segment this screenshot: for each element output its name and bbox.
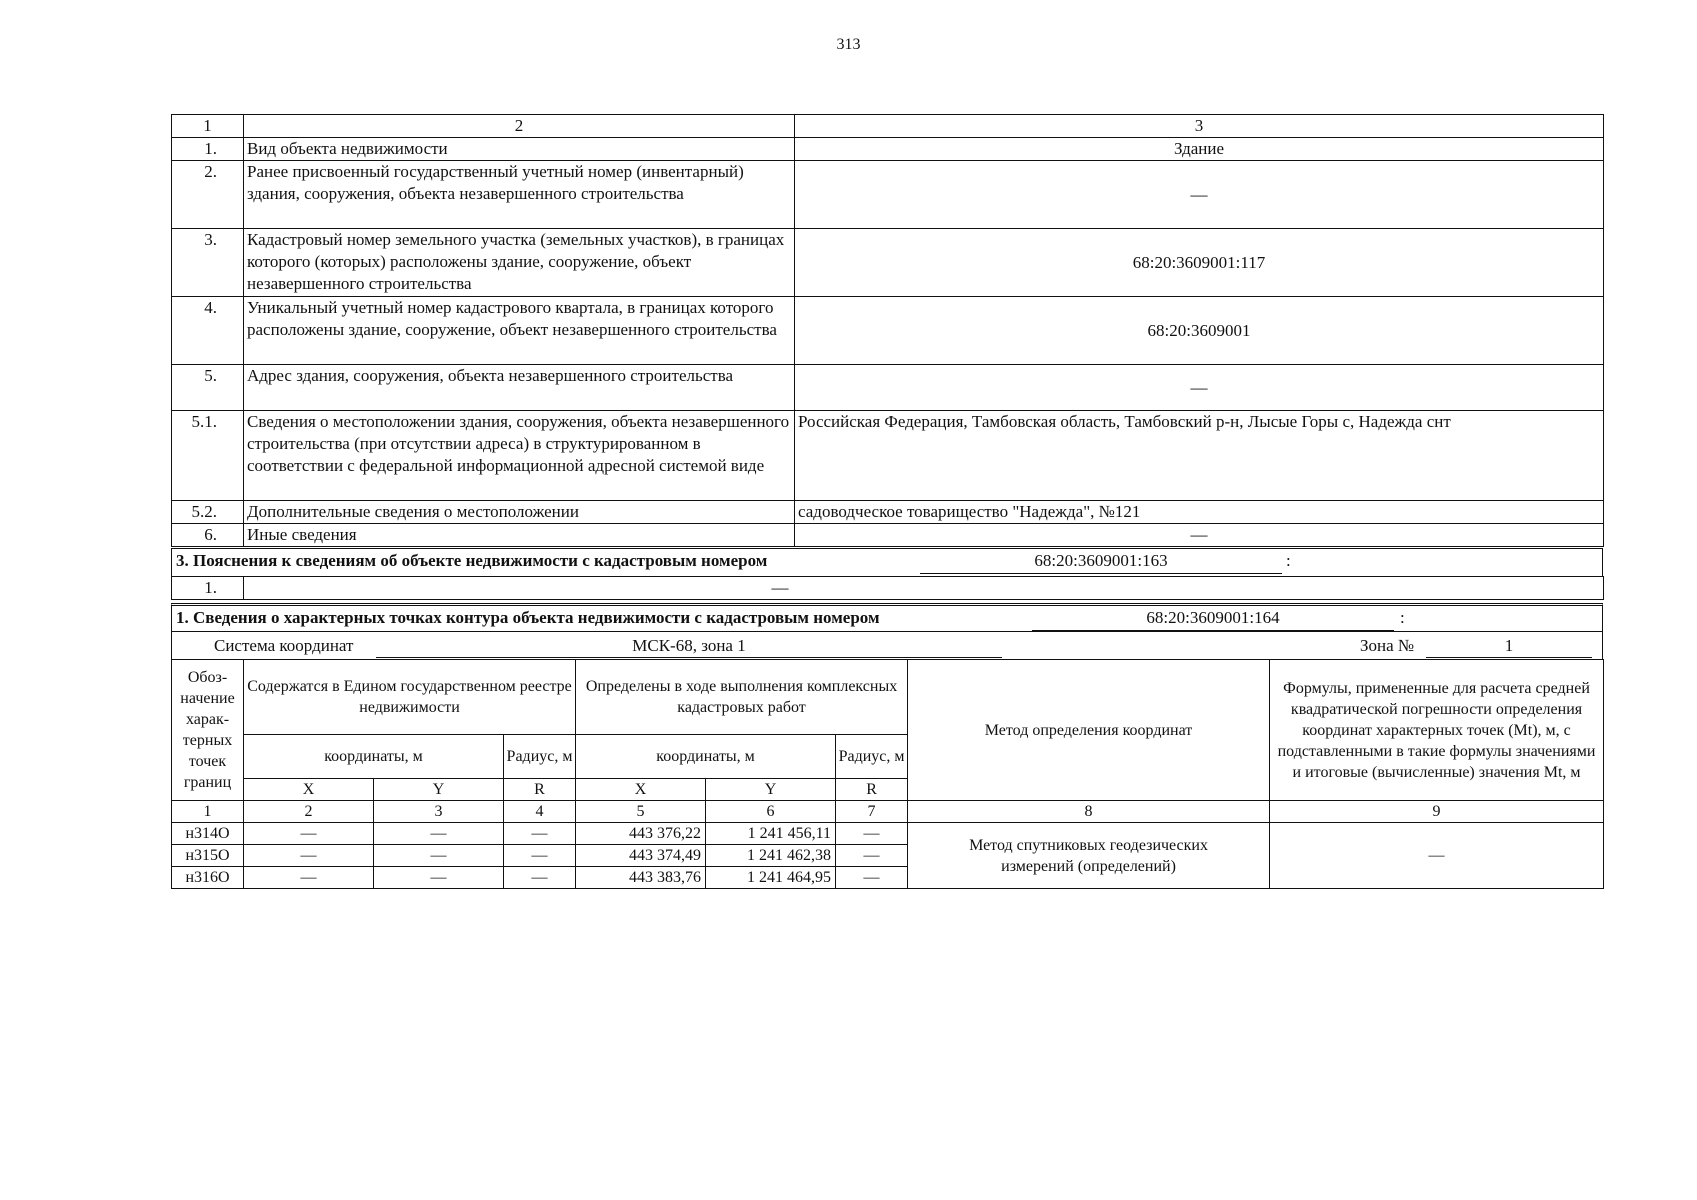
column-number: 6 (706, 801, 836, 823)
table-row (172, 161, 1604, 229)
section-3-colon: : (1286, 551, 1291, 570)
section-1-label: 1. Сведения о характерных точках контура объекта недвижимости с кадастровым номером (176, 608, 880, 627)
formula-value: — (1270, 823, 1604, 889)
method-value: Метод спутниковых геодезических измерений (определений) (908, 823, 1270, 889)
egrn-x: — (244, 867, 374, 889)
complex-x: 443 383,76 (576, 867, 706, 889)
table-row (172, 501, 1604, 524)
row-value: — (795, 161, 1604, 229)
point-designation: н315О (172, 845, 244, 867)
section-3-cadastral-number: 68:20:3609001:163 (920, 549, 1282, 574)
section-1-cadastral-number: 68:20:3609001:164 (1032, 606, 1394, 631)
header-x-egrn: X (244, 779, 374, 801)
row-number: 3. (172, 229, 244, 297)
header-col-2: 2 (244, 115, 795, 138)
object-info-table (171, 114, 1604, 547)
column-numbers-row (172, 801, 1604, 823)
column-number: 1 (172, 801, 244, 823)
table-row (172, 138, 1604, 161)
egrn-y: — (374, 867, 504, 889)
coordinate-system-label: Система координат (214, 636, 354, 655)
complex-x: 443 376,22 (576, 823, 706, 845)
header-formulas: Формулы, примененные для расчета средней квадратической погрешности определения координат характерных точек (Mt), м, с подставленными в такие формулы значениями и итоговые (вычисленные) значения Mt, м (1270, 660, 1604, 801)
row-label: Сведения о местоположении здания, сооружения, объекта незавершенного строительства (при отсутствии адреса) в структурированном в соответствии с федеральной информационной адресной системой виде (244, 411, 795, 501)
header-col-3: 3 (795, 115, 1604, 138)
row-number: 5.1. (172, 411, 244, 501)
table-row (172, 577, 1604, 600)
header-coords-complex: координаты, м (576, 735, 836, 779)
section-3-heading (171, 548, 1603, 576)
egrn-y: — (374, 823, 504, 845)
row-value: 68:20:3609001:117 (795, 229, 1604, 297)
header-egrn: Содержатся в Едином государственном реестре недвижимости (244, 660, 576, 735)
boundary-points-table (171, 659, 1604, 889)
complex-y: 1 241 462,38 (706, 845, 836, 867)
row-value: Российская Федерация, Тамбовская область, Тамбовский р-н, Лысые Горы с, Надежда снт (795, 411, 1604, 501)
complex-r: — (836, 867, 908, 889)
header-y-complex: Y (706, 779, 836, 801)
table-row (172, 823, 1604, 845)
zone-label: Зона № (1360, 636, 1415, 655)
column-number: 9 (1270, 801, 1604, 823)
row-label: Вид объекта недвижимости (244, 138, 795, 161)
egrn-r: — (504, 867, 576, 889)
coordinate-system-row (171, 631, 1603, 659)
row-value: — (244, 577, 1604, 600)
header-complex-works: Определены в ходе выполнения комплексных кадастровых работ (576, 660, 908, 735)
egrn-r: — (504, 845, 576, 867)
header-r-complex: R (836, 779, 908, 801)
row-number: 1. (172, 138, 244, 161)
header-radius-complex: Радиус, м (836, 735, 908, 779)
table-header-row (172, 115, 1604, 138)
header-x-complex: X (576, 779, 706, 801)
column-number: 8 (908, 801, 1270, 823)
header-point-designation: Обоз-начение харак-терных точек границ (172, 660, 244, 801)
section-1-colon: : (1400, 608, 1405, 627)
column-number: 7 (836, 801, 908, 823)
section-1-heading (171, 603, 1603, 631)
page-number: 313 (836, 36, 861, 53)
table-row (172, 411, 1604, 501)
table-row (172, 229, 1604, 297)
complex-r: — (836, 823, 908, 845)
coordinate-system-value: МСК-68, зона 1 (376, 635, 1002, 658)
row-label: Уникальный учетный номер кадастрового квартала, в границах которого расположены здание, сооружение, объект незавершенного строительства (244, 297, 795, 365)
point-designation: н314О (172, 823, 244, 845)
row-value: — (795, 365, 1604, 411)
row-label: Адрес здания, сооружения, объекта незавершенного строительства (244, 365, 795, 411)
header-radius-egrn: Радиус, м (504, 735, 576, 779)
row-number: 5.2. (172, 501, 244, 524)
row-label: Дополнительные сведения о местоположении (244, 501, 795, 524)
row-number: 1. (172, 577, 244, 600)
row-value: Здание (795, 138, 1604, 161)
row-label: Ранее присвоенный государственный учетный номер (инвентарный) здания, сооружения, объекта незавершенного строительства (244, 161, 795, 229)
row-label: Иные сведения (244, 524, 795, 547)
section-3-table (171, 576, 1604, 600)
row-label: Кадастровый номер земельного участка (земельных участков), в границах которого (которых) расположены здание, сооружение, объект незавершенного строительства (244, 229, 795, 297)
header-r-egrn: R (504, 779, 576, 801)
header-row (172, 660, 1604, 735)
header-coords-egrn: координаты, м (244, 735, 504, 779)
header-method: Метод определения координат (908, 660, 1270, 801)
row-number: 2. (172, 161, 244, 229)
section-3-label: 3. Пояснения к сведениям об объекте недвижимости с кадастровым номером (176, 551, 768, 570)
egrn-x: — (244, 845, 374, 867)
point-designation: н316О (172, 867, 244, 889)
column-number: 4 (504, 801, 576, 823)
egrn-r: — (504, 823, 576, 845)
row-value: 68:20:3609001 (795, 297, 1604, 365)
table-row (172, 297, 1604, 365)
row-number: 4. (172, 297, 244, 365)
table-row (172, 524, 1604, 547)
column-number: 2 (244, 801, 374, 823)
egrn-x: — (244, 823, 374, 845)
zone-value: 1 (1426, 635, 1592, 658)
row-value: садоводческое товарищество "Надежда", №121 (795, 501, 1604, 524)
header-y-egrn: Y (374, 779, 504, 801)
header-col-1: 1 (172, 115, 244, 138)
complex-x: 443 374,49 (576, 845, 706, 867)
column-number: 5 (576, 801, 706, 823)
table-row (172, 365, 1604, 411)
row-value: — (795, 524, 1604, 547)
column-number: 3 (374, 801, 504, 823)
complex-y: 1 241 456,11 (706, 823, 836, 845)
egrn-y: — (374, 845, 504, 867)
row-number: 6. (172, 524, 244, 547)
complex-r: — (836, 845, 908, 867)
row-number: 5. (172, 365, 244, 411)
complex-y: 1 241 464,95 (706, 867, 836, 889)
